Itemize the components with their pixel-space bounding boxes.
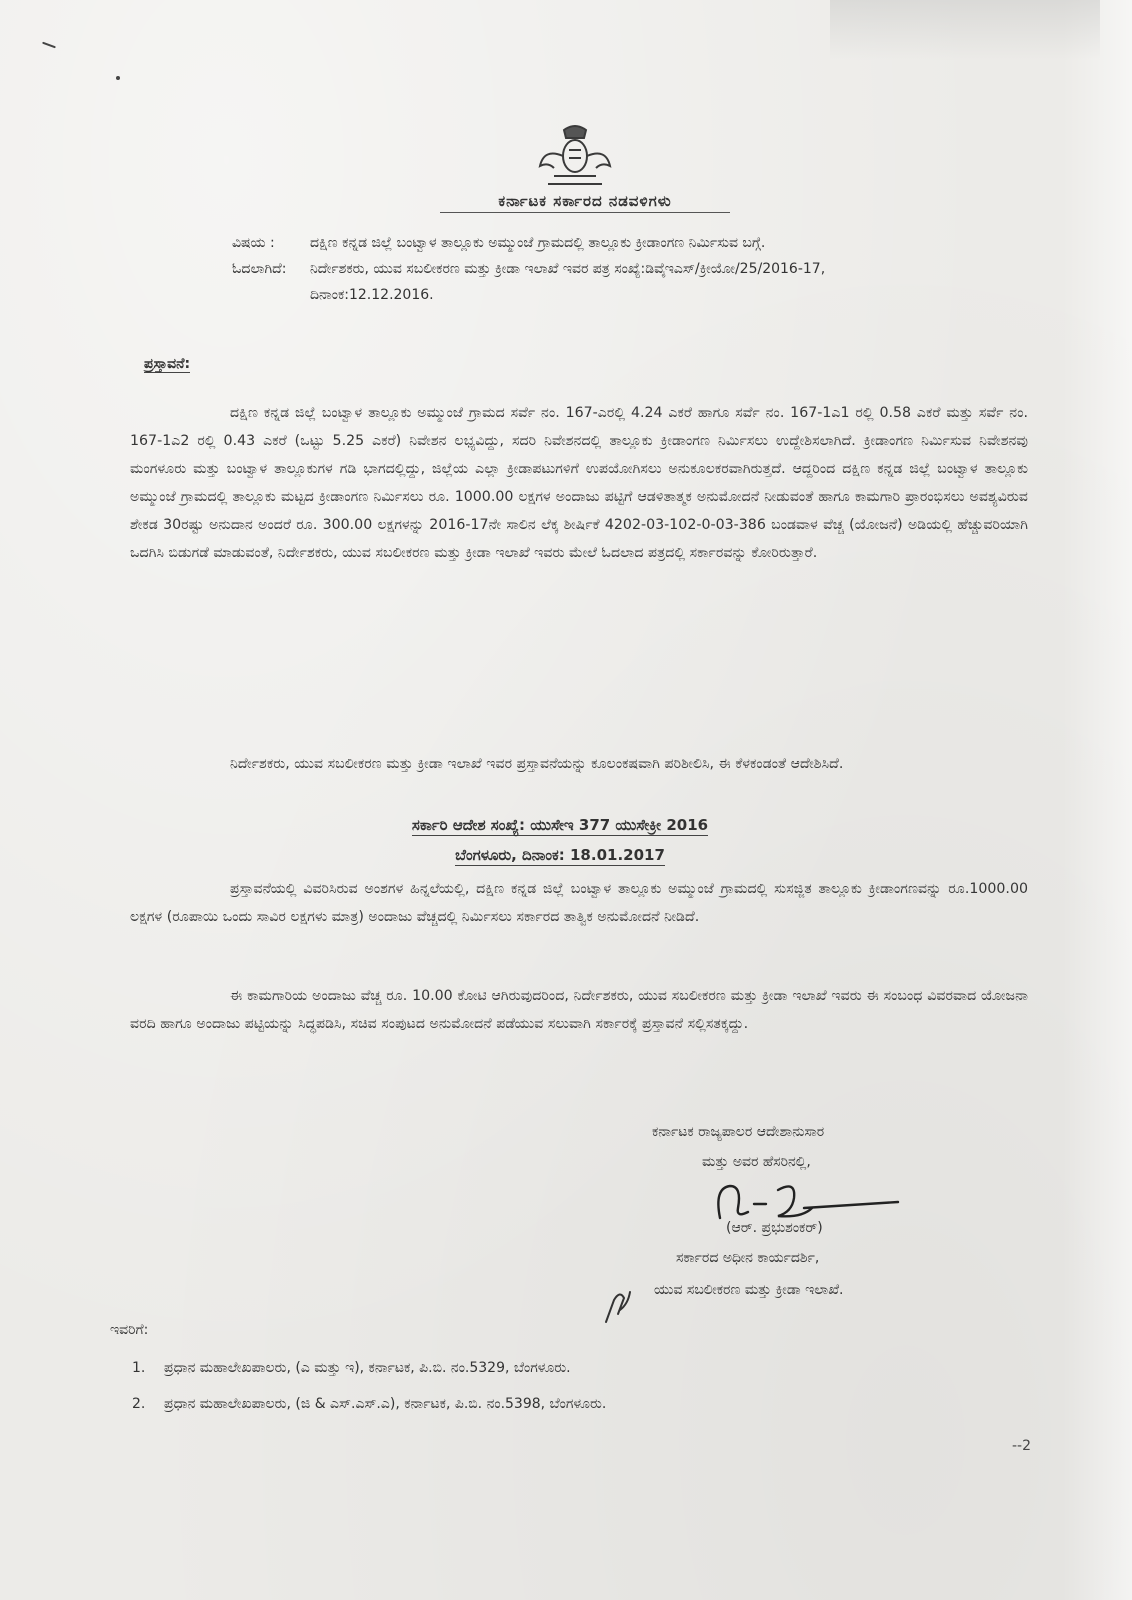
order-number-text: ಸರ್ಕಾರಿ ಆದೇಶ ಸಂಖ್ಯೆ: ಯುಸೇಇ 377 ಯುಸೇಕ್ರೀ 2016 <box>411 816 709 834</box>
list-item <box>132 1396 992 1432</box>
signature-authority-line: ಕರ್ನಾಟಕ ರಾಜ್ಯಪಾಲರ ಆದೇಶಾನುಸಾರ <box>652 1124 825 1140</box>
signatory-name: (ಆರ್. ಪ್ರಭುಶಂಕರ್) <box>726 1220 823 1236</box>
preamble-heading: ಪ್ರಸ್ತಾವನೆ: <box>144 356 191 372</box>
copy-number: 1. <box>132 1360 146 1376</box>
order-place-date <box>330 846 790 864</box>
copy-recipient: ಪ್ರಧಾನ ಮಹಾಲೇಖಪಾಲರು, (ಜಿ & ಎಸ್.ಎಸ್.ಎ), ಕರ್ನಾಟಕ, ಪಿ.ಬಿ. ನಂ.5398, ಬೆಂಗಳೂರು. <box>164 1396 607 1412</box>
reference-row <box>232 256 942 308</box>
subject-label: ವಿಷಯ : <box>232 235 275 251</box>
subject-row <box>232 230 942 256</box>
preamble-paragraph-2: ನಿರ್ದೇಶಕರು, ಯುವ ಸಬಲೀಕರಣ ಮತ್ತು ಕ್ರೀಡಾ ಇಲಾಖೆ ಇವರ ಪ್ರಸ್ತಾವನೆಯನ್ನು ಕೂಲಂಕಷವಾಗಿ ಪರಿಶೀಲಿಸಿ, ಈ ಕೆಳಕಂಡಂತೆ ಆದೇಶಿಸಿದೆ. <box>230 756 844 772</box>
reference-text: ನಿರ್ದೇಶಕರು, ಯುವ ಸಬಲೀಕರಣ ಮತ್ತು ಕ್ರೀಡಾ ಇಲಾಖೆ ಇವರ ಪತ್ರ ಸಂಖ್ಯೆ:ಡಿವೈಇಎಸ್/ಕ್ರೀಯೋ/25/2016-17, ದಿನಾಂಕ:12.12.2016. <box>310 261 826 303</box>
signature-name-line: ಮತ್ತು ಅವರ ಹೆಸರಿನಲ್ಲಿ, <box>702 1154 811 1170</box>
copy-recipient: ಪ್ರಧಾನ ಮಹಾಲೇಖಪಾಲರು, (ಎ ಮತ್ತು ಇ), ಕರ್ನಾಟಕ, ಪಿ.ಬಿ. ನಂ.5329, ಬೆಂಗಳೂರು. <box>164 1360 571 1376</box>
scan-speck <box>42 42 56 49</box>
government-title: ಕರ್ನಾಟಕ ಸರ್ಕಾರದ ನಡವಳಿಗಳು <box>440 192 730 213</box>
order-paragraph-2: ಈ ಕಾಮಗಾರಿಯ ಅಂದಾಜು ವೆಚ್ಚ ರೂ. 10.00 ಕೋಟಿ ಆಗಿರುವುದರಿಂದ, ನಿರ್ದೇಶಕರು, ಯುವ ಸಬಲೀಕರಣ ಮತ್ತು ಕ್ರೀಡಾ ಇಲಾಖೆ ಇವರು ಈ ಸಂಬಂಧ ವಿವರವಾದ ಯೋಜನಾ ವರದಿ ಹಾಗೂ ಅಂದಾಜು ಪಟ್ಟಿಯನ್ನು ಸಿದ್ಧಪಡಿಸಿ, ಸಚಿವ ಸಂಪುಟದ ಅನುಮೋದನೆ ಪಡೆಯುವ ಸಲುವಾಗಿ ಸರ್ಕಾರಕ್ಕೆ ಪ್ರಸ್ತಾವನೆ ಸಲ್ಲಿಸತಕ್ಕದ್ದು. <box>130 988 1028 1032</box>
scan-speck <box>116 76 120 80</box>
preamble-paragraph-1: ದಕ್ಷಿಣ ಕನ್ನಡ ಜಿಲ್ಲೆ ಬಂಟ್ವಾಳ ತಾಲ್ಲೂಕು ಅಮ್ಮುಂಜೆ ಗ್ರಾಮದ ಸರ್ವೆ ನಂ. 167-ಎರಲ್ಲಿ 4.24 ಎಕರೆ ಹಾಗೂ ಸರ್ವೆ ನಂ. 167-1ಎ1 ರಲ್ಲಿ 0.58 ಎಕರೆ ಮತ್ತು ಸರ್ವೆ ನಂ. 167-1ಎ2 ರಲ್ಲಿ 0.43 ಎಕರೆ (ಒಟ್ಟು 5.25 ಎಕರೆ) ನಿವೇಶನ ಲಭ್ಯವಿದ್ದು, ಸದರಿ ನಿವೇಶನದಲ್ಲಿ ತಾಲ್ಲೂಕು ಕ್ರೀಡಾಂಗಣ ನಿರ್ಮಿಸಲು ಉದ್ದೇಶಿಸಲಾಗಿದೆ. ಕ್ರೀಡಾಂಗಣ ನಿರ್ಮಿಸುವ ನಿವೇಶನವು ಮಂಗಳೂರು ಮತ್ತು ಬಂಟ್ವಾಳ ತಾಲ್ಲೂಕುಗಳ ಗಡಿ ಭಾಗದಲ್ಲಿದ್ದು, ಜಿಲ್ಲೆಯ ಎಲ್ಲಾ ಕ್ರೀಡಾಪಟುಗಳಿಗೆ ಉಪಯೋಗಿಸಲು ಅನುಕೂಲಕರವಾಗಿರುತ್ತದೆ. ಆದ್ದರಿಂದ ದಕ್ಷಿಣ ಕನ್ನಡ ಜಿಲ್ಲೆ ಬಂಟ್ವಾಳ ತಾಲ್ಲೂಕು ಅಮ್ಮುಂಜೆ ಗ್ರಾಮದಲ್ಲಿ ತಾಲ್ಲೂಕು ಮಟ್ಟದ ಕ್ರೀಡಾಂಗಣ ನಿರ್ಮಿಸಲು ರೂ. 1000.00 ಲಕ್ಷಗಳ ಅಂದಾಜು ಪಟ್ಟಿಗೆ ಆಡಳಿತಾತ್ಮಕ ಅನುಮೋದನೆ ನೀಡುವಂತೆ ಹಾಗೂ ಕಾಮಗಾರಿ ಪ್ರಾರಂಭಿಸಲು ಅವಶ್ಯವಿರುವ ಶೇಕಡ 30ರಷ್ಟು ಅನುದಾನ ಅಂದರೆ ರೂ. 300.00 ಲಕ್ಷಗಳನ್ನು 2016-17ನೇ ಸಾಲಿನ ಲೆಕ್ಕ ಶೀರ್ಷಿಕೆ 4202-03-102-0-03-386 ಬಂಡವಾಳ ವೆಚ್ಚ (ಯೋಜನೆ) ಅಡಿಯಲ್ಲಿ ಹೆಚ್ಚುವರಿಯಾಗಿ ಒದಗಿಸಿ ಬಿಡುಗಡೆ ಮಾಡುವಂತೆ, ನಿರ್ದೇಶಕರು, ಯುವ ಸಬಲೀಕರಣ ಮತ್ತು ಕ್ರೀಡಾ ಇಲಾಖೆ ಇವರು ಮೇಲೆ ಓದಲಾದ ಪತ್ರದಲ್ಲಿ ಸರ್ಕಾರವನ್ನು ಕೋರಿರುತ್ತಾರೆ. <box>130 405 1028 561</box>
subject-block <box>232 230 942 308</box>
page-continuation-mark: --2 <box>1012 1438 1032 1454</box>
order-number <box>330 816 790 834</box>
handwritten-signature <box>708 1178 908 1224</box>
copies-list <box>132 1360 992 1432</box>
state-emblem-icon <box>534 122 616 192</box>
list-item <box>132 1360 992 1396</box>
copies-heading: ಇವರಿಗೆ: <box>110 1322 149 1338</box>
reference-label: ಓದಲಾಗಿದೆ: <box>232 261 287 277</box>
order-paragraph-1: ಪ್ರಸ್ತಾವನೆಯಲ್ಲಿ ವಿವರಿಸಿರುವ ಅಂಶಗಳ ಹಿನ್ನಲೆಯಲ್ಲಿ, ದಕ್ಷಿಣ ಕನ್ನಡ ಜಿಲ್ಲೆ ಬಂಟ್ವಾಳ ತಾಲ್ಲೂಕು ಅಮ್ಮುಂಜೆ ಗ್ರಾಮದಲ್ಲಿ ಸುಸಜ್ಜಿತ ತಾಲ್ಲೂಕು ಕ್ರೀಡಾಂಗಣವನ್ನು ರೂ.1000.00 ಲಕ್ಷಗಳ (ರೂಪಾಯಿ ಒಂದು ಸಾವಿರ ಲಕ್ಷಗಳು ಮಾತ್ರ) ಅಂದಾಜು ವೆಚ್ಚದಲ್ಲಿ ನಿರ್ಮಿಸಲು ಸರ್ಕಾರದ ತಾತ್ವಿಕ ಅನುಮೋದನೆ ನೀಡಿದೆ. <box>130 881 1028 925</box>
scan-corner-shade <box>830 0 1100 60</box>
scan-edge-shade <box>1062 0 1132 1600</box>
handwritten-initials <box>600 1286 634 1326</box>
order-place-date-text: ಬೆಂಗಳೂರು, ದಿನಾಂಕ: 18.01.2017 <box>455 846 665 864</box>
signatory-designation: ಸರ್ಕಾರದ ಅಧೀನ ಕಾರ್ಯದರ್ಶಿ, <box>676 1250 820 1266</box>
copy-number: 2. <box>132 1396 146 1412</box>
signatory-department: ಯುವ ಸಬಲೀಕರಣ ಮತ್ತು ಕ್ರೀಡಾ ಇಲಾಖೆ. <box>654 1282 844 1298</box>
subject-text: ದಕ್ಷಿಣ ಕನ್ನಡ ಜಿಲ್ಲೆ ಬಂಟ್ವಾಳ ತಾಲ್ಲೂಕು ಅಮ್ಮುಂಜೆ ಗ್ರಾಮದಲ್ಲಿ ತಾಲ್ಲೂಕು ಕ್ರೀಡಾಂಗಣ ನಿರ್ಮಿಸುವ ಬಗ್ಗೆ. <box>310 235 766 251</box>
